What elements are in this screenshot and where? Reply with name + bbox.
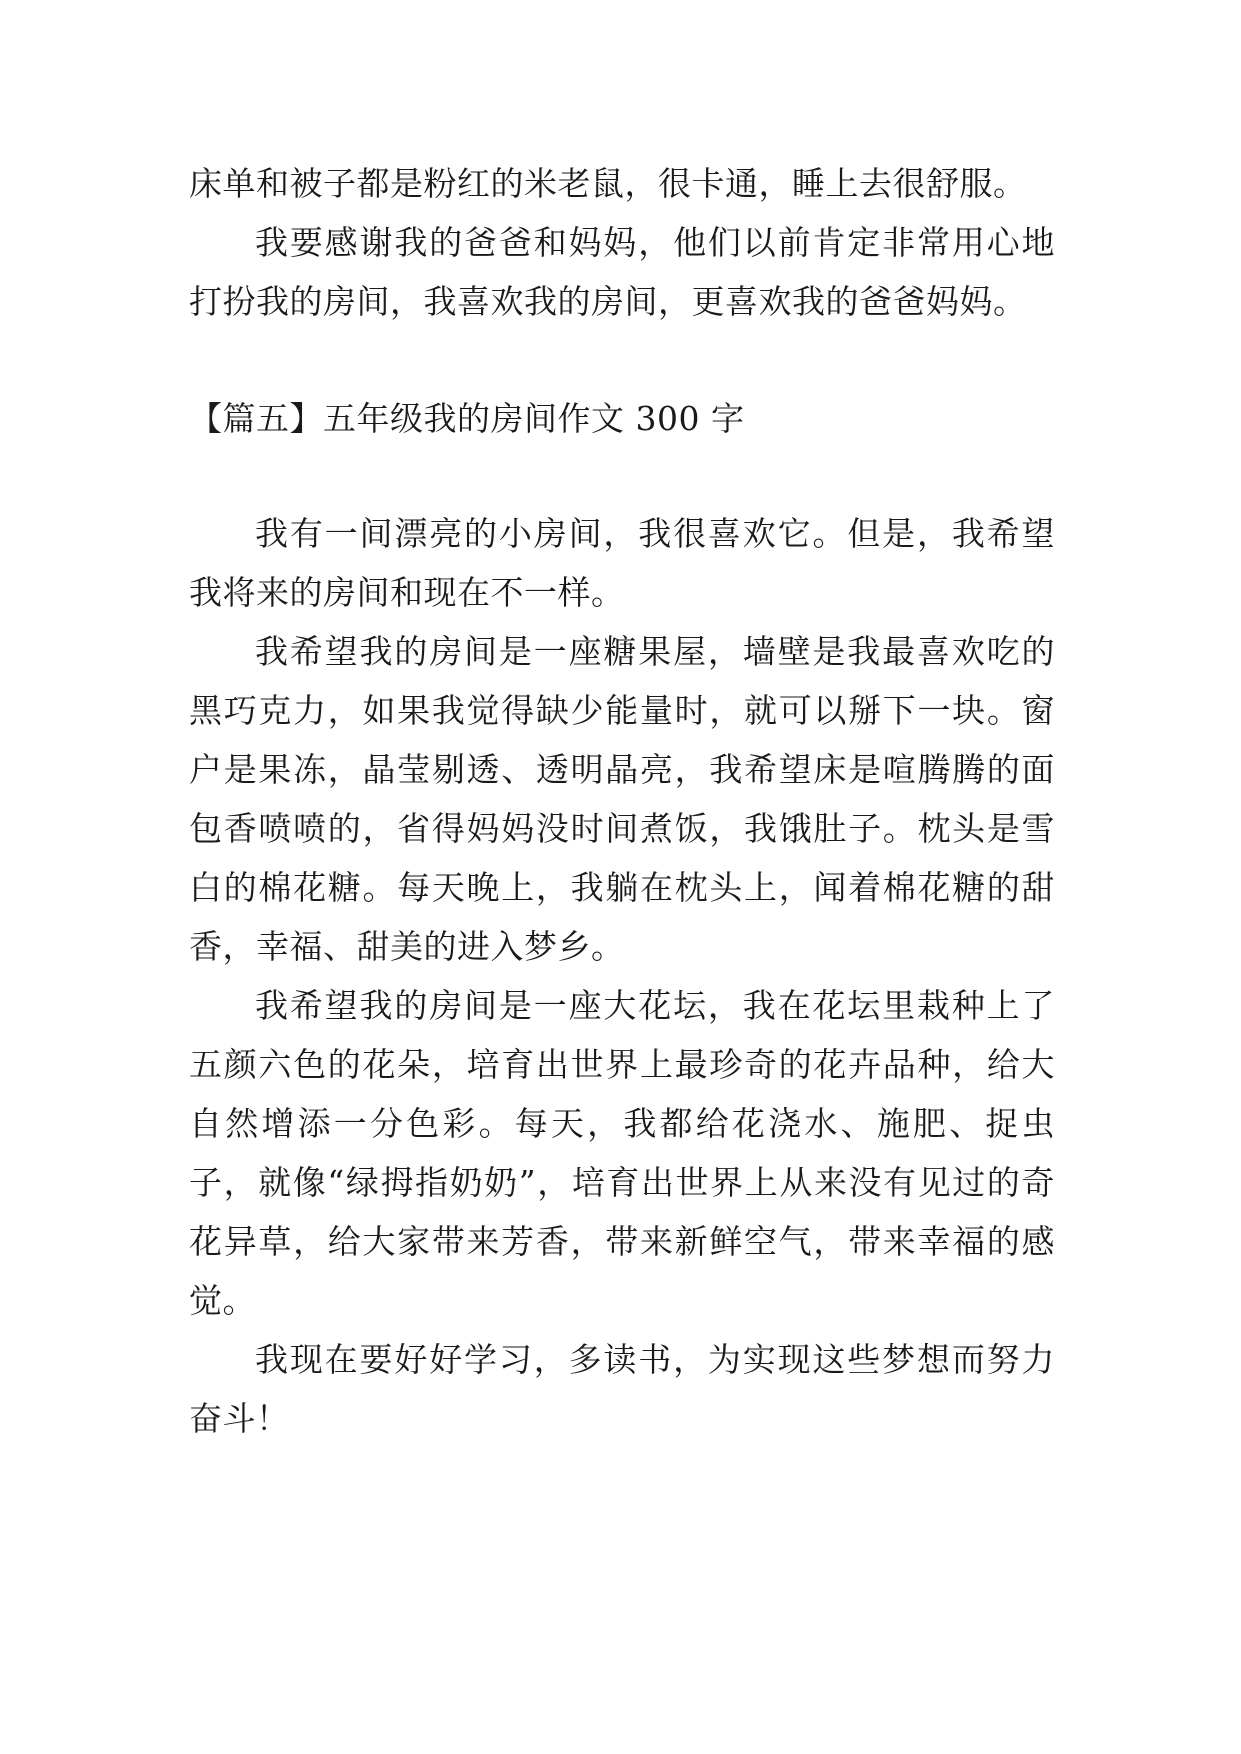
paragraph: 床单和被子都是粉红的米老鼠，很卡通，睡上去很舒服。 bbox=[189, 164, 1027, 203]
previous-section bbox=[189, 154, 1055, 331]
paragraph: 我要感谢我的爸爸和妈妈，他们以前肯定非常用心地打扮我的房间，我喜欢我的房间，更喜欢我的爸爸妈妈。 bbox=[189, 223, 1055, 321]
paragraph: 我希望我的房间是一座糖果屋，墙壁是我最喜欢吃的黑巧克力，如果我觉得缺少能量时，就可以掰下一块。窗户是果冻，晶莹剔透、透明晶亮，我希望床是喧腾腾的面包香喷喷的，省得妈妈没时间煮饭，我饿肚子。枕头是雪白的棉花糖。每天晚上，我躺在枕头上，闻着棉花糖的甜香，幸福、甜美的进入梦乡。 bbox=[189, 632, 1055, 966]
paragraph: 我有一间漂亮的小房间，我很喜欢它。但是，我希望我将来的房间和现在不一样。 bbox=[189, 514, 1055, 612]
paragraph: 我希望我的房间是一座大花坛，我在花坛里栽种上了五颜六色的花朵，培育出世界上最珍奇的花卉品种，给大自然增添一分色彩。每天，我都给花浇水、施肥、捉虫子，就像“绿拇指奶奶”，培育出世界上从来没有见过的奇花异草，给大家带来芳香，带来新鲜空气，带来幸福的感觉。 bbox=[189, 986, 1055, 1320]
paragraph: 我现在要好好学习，多读书，为实现这些梦想而努力奋斗！ bbox=[189, 1340, 1055, 1438]
section-five-body bbox=[189, 504, 1055, 1448]
section-heading: 【篇五】五年级我的房间作文 300 字 bbox=[189, 399, 745, 438]
